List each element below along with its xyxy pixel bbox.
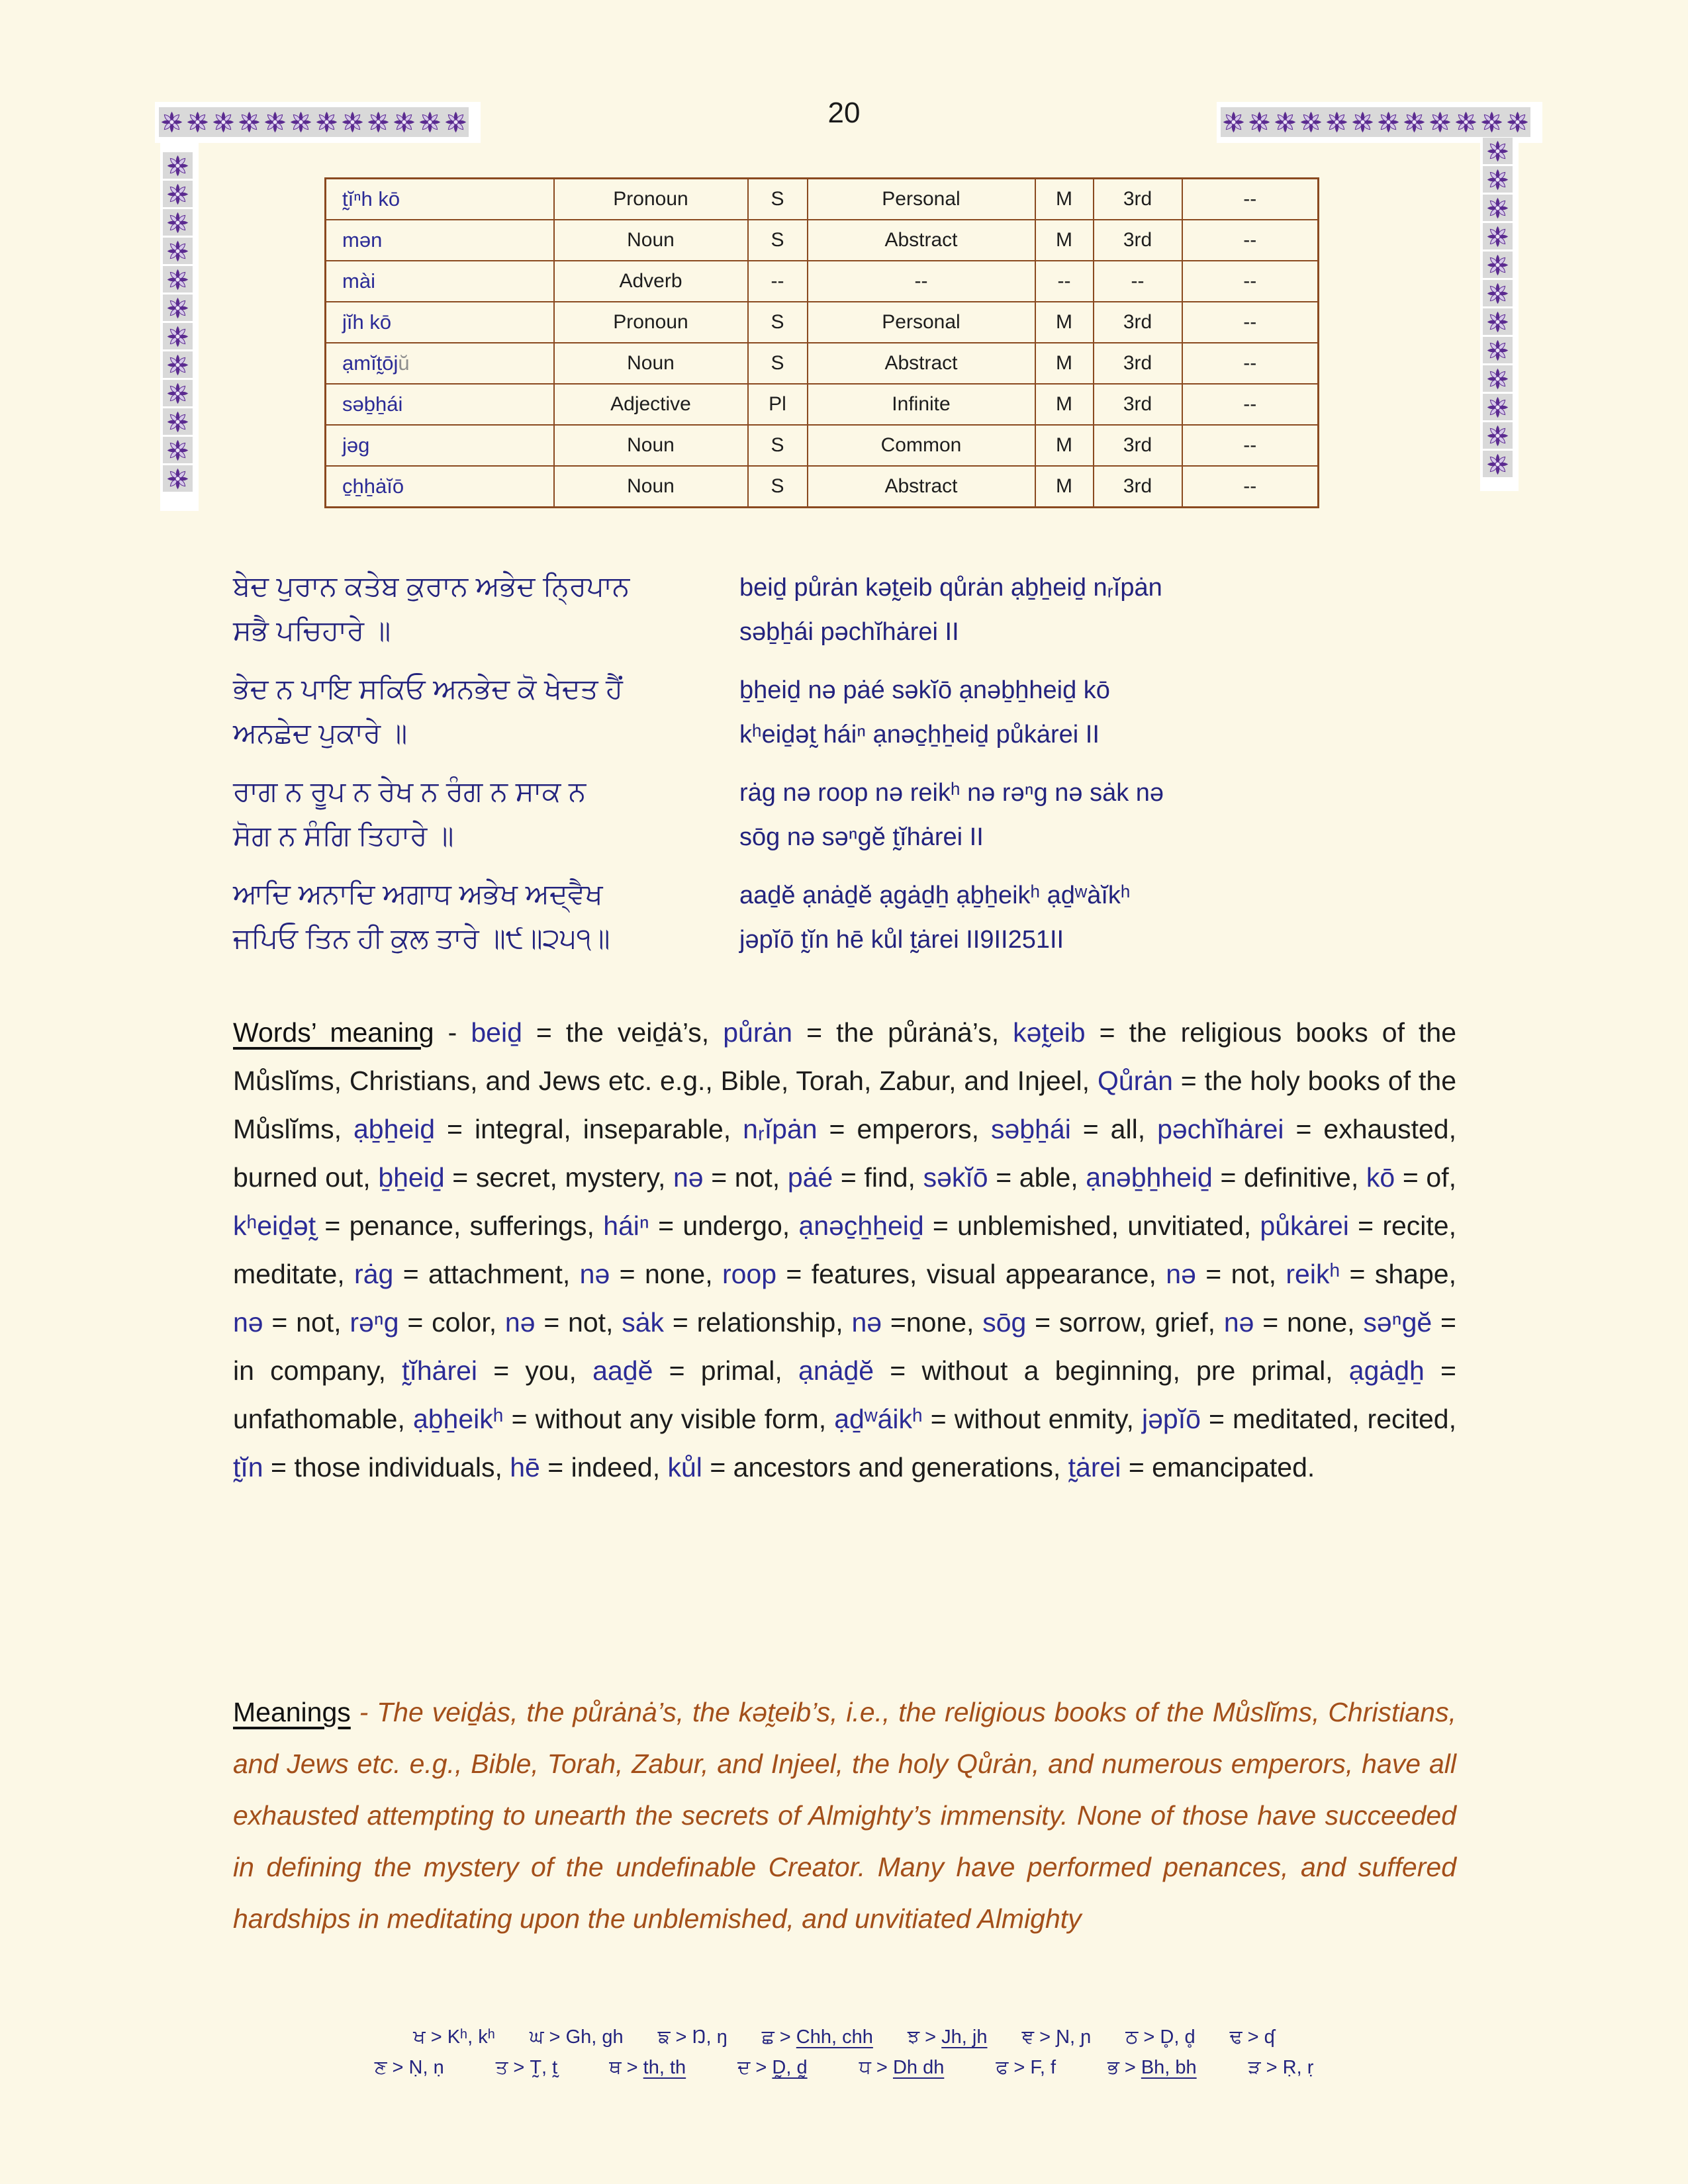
flower-icon: [185, 107, 211, 137]
text-segment: ḇẖeiḏ: [378, 1162, 445, 1193]
text-segment: = definitive,: [1212, 1162, 1366, 1193]
roman-equivalent: T̰, t̰: [530, 2057, 558, 2078]
translit-line: kʰeiḏət̰ háiⁿ ạnəc̱ẖẖeiḏ půkȧrei II: [739, 721, 1100, 749]
flower-icon: [1221, 107, 1246, 137]
gurmukhi-letter: ਦ >: [737, 2057, 773, 2078]
text-segment: půrȧn: [723, 1017, 793, 1048]
table-cell: Pronoun: [554, 179, 748, 220]
text-segment: t̰ȧrei: [1068, 1452, 1121, 1482]
text-segment: ŭ: [398, 351, 410, 375]
flower-border-right: [1483, 138, 1513, 477]
translit-key-item: [530, 2026, 624, 2048]
table-cell: --: [1182, 261, 1319, 302]
gurmukhi-lines: [233, 872, 739, 962]
text-segment: = the půrȧnȧ’s,: [792, 1017, 1013, 1048]
word-cell: [326, 425, 554, 466]
translit-line: aaḏĕ ạnȧḏĕ ạgȧḏẖ ạḇẖeikʰ ạḏʷàĭkʰ: [739, 882, 1131, 909]
roman-equivalent: Bh, bh: [1141, 2057, 1197, 2078]
table-cell: M: [1035, 425, 1094, 466]
flower-icon: [163, 266, 193, 293]
roman-equivalent: Ṇ, ṇ: [408, 2057, 444, 2078]
roman-equivalent: Ṛ, ṛ: [1282, 2057, 1314, 2078]
text-segment: ạḇẖeikʰ: [412, 1404, 504, 1434]
text-segment: səḇẖái: [342, 392, 403, 416]
gurmukhi-letter: ਠ >: [1125, 2026, 1160, 2048]
flower-icon: [163, 295, 193, 321]
flower-icon: [1483, 223, 1513, 250]
flower-icon: [443, 107, 469, 137]
text-segment: rəⁿg: [350, 1307, 399, 1338]
text-segment: = recite, meditate,: [233, 1210, 1457, 1289]
table-cell: S: [748, 220, 808, 261]
text-segment: = unblemished, unvitiated,: [923, 1210, 1260, 1241]
flower-icon: [1483, 365, 1513, 392]
translit-line: sōg nə səⁿgĕ t̰ĭhȧrei II: [739, 823, 984, 851]
flower-icon: [365, 107, 391, 137]
flower-icon: [163, 209, 193, 236]
gurmukhi-line: ਸਭੈ ਪਚਿਹਾਰੇ ॥: [233, 615, 391, 646]
text-segment: = you,: [477, 1355, 593, 1386]
flower-icon: [1479, 107, 1505, 137]
table-cell: --: [1035, 261, 1094, 302]
text-segment: = relationship,: [664, 1307, 852, 1338]
text-segment: = none,: [610, 1259, 722, 1289]
gurmukhi-lines: [233, 564, 739, 655]
text-segment: = find,: [833, 1162, 923, 1193]
meanings-section: [233, 1686, 1456, 1944]
table-cell: --: [808, 261, 1035, 302]
gurmukhi-letter: ਢ >: [1229, 2026, 1264, 2048]
table-cell: Abstract: [808, 466, 1035, 508]
text-segment: = attachment,: [393, 1259, 580, 1289]
text-segment: = features, visual appearance,: [776, 1259, 1166, 1289]
translit-key-item: [859, 2057, 945, 2079]
text-segment: hē: [510, 1452, 540, 1482]
table-cell: --: [1182, 384, 1319, 425]
flower-icon: [1376, 107, 1401, 137]
translit-key-item: [609, 2057, 686, 2079]
table-cell: Abstract: [808, 343, 1035, 384]
table-cell: M: [1035, 343, 1094, 384]
flower-border-top-right: [1221, 107, 1530, 137]
text-segment: kůl: [667, 1452, 702, 1482]
text-segment: pəchĭhȧrei: [1157, 1114, 1284, 1144]
text-segment: rȧg: [354, 1259, 394, 1289]
roman-equivalent: Jh, jh: [941, 2026, 988, 2048]
flower-icon: [163, 465, 193, 492]
gurmukhi-line: ਅਨਛੇਦ ਪੁਕਾਰੇ ॥: [233, 717, 408, 749]
roman-equivalent: Dh dh: [892, 2057, 945, 2078]
table-row: [326, 302, 1319, 343]
gurmukhi-lines: [233, 666, 739, 757]
text-segment: = of,: [1395, 1162, 1456, 1193]
translit-lines: [739, 564, 1444, 655]
translit-key-item: [996, 2057, 1056, 2079]
meanings-separator: -: [350, 1697, 377, 1727]
roman-equivalent: F, f: [1030, 2057, 1056, 2078]
translit-key-item: [737, 2057, 807, 2079]
text-segment: = meditated, recited,: [1200, 1404, 1456, 1434]
table-cell: 3rd: [1094, 425, 1182, 466]
text-segment: ạnȧḏĕ: [798, 1355, 874, 1386]
table-cell: --: [1094, 261, 1182, 302]
text-segment: t̰ĭn: [233, 1452, 263, 1482]
gurmukhi-line: ਆਦਿ ਅਨਾਦਿ ਅਗਾਧ ਅਭੇਖ ਅਦ੍ਵੈਖ: [233, 878, 603, 909]
meanings-text: The veiḏȧs, the půrȧnȧ’s, the kət̰eib’s, i.e., the religious books of the Můslĭms, Christians, and Jews etc. e.g., Bible, Torah, Zabur, and Injeel, the holy Qůrȧn, and numerous emperors, have all exhausted attempting to unearth the secrets of Almighty’s immensity. None of those have succeeded in defining the mystery of the undefinable Creator. Many have performed penances, and suffered hardships in meditating upon the unblemished, and unvitiated Almighty: [233, 1697, 1456, 1934]
translit-key-item: [1248, 2057, 1314, 2079]
words-meaning-section: [233, 1009, 1456, 1492]
flower-icon: [1483, 337, 1513, 363]
flower-icon: [1483, 251, 1513, 278]
text-segment: = primal,: [653, 1355, 799, 1386]
flower-icon: [163, 323, 193, 349]
text-segment: nə: [1223, 1307, 1254, 1338]
word-cell: [326, 220, 554, 261]
table-cell: S: [748, 343, 808, 384]
text-segment: = ancestors and generations,: [702, 1452, 1068, 1482]
grammar-table: [324, 177, 1319, 508]
translit-key-row-2: [0, 2057, 1688, 2079]
text-segment: səkĭō: [923, 1162, 988, 1193]
text-segment: səḇẖái: [990, 1114, 1071, 1144]
gurmukhi-letter: ਖ >: [413, 2026, 447, 2048]
flower-icon: [1350, 107, 1376, 137]
text-segment: ạnəc̱ẖẖeiḏ: [798, 1210, 924, 1241]
page-number: 20: [827, 97, 861, 129]
text-segment: kət̰eib: [1013, 1017, 1086, 1048]
flower-icon: [163, 437, 193, 463]
couplet: [233, 872, 1444, 962]
gurmukhi-letter: ਤ >: [495, 2057, 530, 2078]
flower-icon: [1246, 107, 1272, 137]
gurmukhi-letter: ਣ >: [374, 2057, 409, 2078]
flower-icon: [1427, 107, 1453, 137]
table-cell: S: [748, 179, 808, 220]
translit-key-item: [762, 2026, 873, 2048]
table-cell: M: [1035, 179, 1094, 220]
translit-key-item: [1107, 2057, 1197, 2079]
text-segment: nə: [673, 1162, 704, 1193]
table-row: [326, 343, 1319, 384]
text-segment: nə: [1166, 1259, 1196, 1289]
table-cell: --: [1182, 343, 1319, 384]
table-cell: M: [1035, 466, 1094, 508]
flower-icon: [1483, 422, 1513, 449]
text-segment: ạgȧḏẖ: [1348, 1355, 1425, 1386]
text-segment: jəpĭō: [1141, 1404, 1201, 1434]
text-segment: sȧk: [622, 1307, 665, 1338]
flower-icon: [1272, 107, 1298, 137]
text-segment: = those individuals,: [263, 1452, 510, 1482]
text-segment: beiḏ: [471, 1017, 522, 1048]
text-segment: = not,: [263, 1307, 350, 1338]
roman-equivalent: Chh, chh: [796, 2026, 873, 2048]
translit-lines: [739, 769, 1444, 860]
words-meaning-heading: Words’ meaning: [233, 1017, 434, 1048]
flower-icon: [1483, 394, 1513, 420]
flower-icon: [1505, 107, 1530, 137]
table-cell: 3rd: [1094, 466, 1182, 508]
gurmukhi-line: ਜਪਿਓ ਤਿਨ ਹੀ ਕੁਲ ਤਾਰੇ ॥੯॥੨੫੧॥: [233, 923, 610, 954]
flower-icon: [236, 107, 262, 137]
table-row: [326, 425, 1319, 466]
gurmukhi-letter: ਙ >: [657, 2026, 692, 2048]
flower-icon: [1298, 107, 1324, 137]
flower-icon: [163, 351, 193, 378]
table-cell: 3rd: [1094, 179, 1182, 220]
table-cell: Abstract: [808, 220, 1035, 261]
table-cell: 3rd: [1094, 220, 1182, 261]
text-segment: půkȧrei: [1260, 1210, 1349, 1241]
text-segment: = without a beginning, pre primal,: [874, 1355, 1349, 1386]
flower-icon: [1453, 107, 1479, 137]
gurmukhi-line: ਰਾਗ ਨ ਰੂਪ ਨ ਰੇਖ ਨ ਰੰਗ ਨ ਸਾਕ ਨ: [233, 776, 586, 807]
flower-icon: [211, 107, 236, 137]
gurmukhi-letter: ਥ >: [609, 2057, 643, 2078]
translit-key-item: [1125, 2026, 1195, 2048]
gurmukhi-letter: ਭ >: [1107, 2057, 1141, 2078]
flower-icon: [1324, 107, 1350, 137]
table-cell: Pronoun: [554, 302, 748, 343]
roman-equivalent: Ɲ, ɲ: [1056, 2026, 1092, 2048]
words-meaning-separator: -: [434, 1017, 471, 1048]
text-segment: = the holy books of the Můslĭms,: [233, 1066, 1456, 1144]
text-segment: = the veiḏȧ’s,: [522, 1017, 724, 1048]
text-segment: ạḇẖeiḏ: [353, 1114, 436, 1144]
text-segment: = undergo,: [649, 1210, 799, 1241]
text-segment: = without any visible form,: [503, 1404, 835, 1434]
flower-icon: [1483, 451, 1513, 477]
flower-icon: [1483, 166, 1513, 193]
table-cell: Personal: [808, 302, 1035, 343]
table-cell: S: [748, 425, 808, 466]
gurmukhi-lines: [233, 769, 739, 860]
text-segment: ạmĭt̰ōj: [342, 351, 399, 375]
flower-icon: [1483, 138, 1513, 164]
translit-key-item: [496, 2057, 558, 2079]
word-cell: [326, 261, 554, 302]
text-segment: = none,: [1254, 1307, 1364, 1338]
roman-equivalent: D̰, d̰: [772, 2057, 808, 2078]
translit-line: jəpĭō t̰ĭn hē kůl t̰ȧrei II9II251II: [739, 926, 1064, 954]
table-cell: M: [1035, 302, 1094, 343]
table-cell: 3rd: [1094, 302, 1182, 343]
table-cell: 3rd: [1094, 343, 1182, 384]
word-cell: [326, 384, 554, 425]
table-cell: Noun: [554, 343, 748, 384]
text-segment: = the religious books of the Můslĭms, Christians, and Jews etc. e.g., Bible, Torah, Zabur, and Injeel,: [233, 1017, 1457, 1096]
text-segment: roop: [722, 1259, 777, 1289]
text-segment: ạḏʷáikʰ: [834, 1404, 923, 1434]
translit-key-item: [658, 2026, 727, 2048]
table-cell: --: [1182, 220, 1319, 261]
gurmukhi-letter: ਘ >: [529, 2026, 566, 2048]
flower-icon: [163, 380, 193, 406]
table-cell: Adverb: [554, 261, 748, 302]
text-segment: Qůrȧn: [1097, 1066, 1173, 1096]
meanings-heading: Meanings: [233, 1697, 351, 1727]
translit-key-item: [375, 2057, 444, 2079]
table-row: [326, 466, 1319, 508]
flower-icon: [1483, 195, 1513, 221]
translit-key-item: [1022, 2026, 1092, 2048]
text-segment: sōg: [982, 1307, 1027, 1338]
text-segment: kʰeiḏət̰: [233, 1210, 316, 1241]
text-segment: = in company,: [233, 1307, 1456, 1386]
roman-equivalent: ʠ: [1264, 2026, 1275, 2048]
text-segment: = not,: [535, 1307, 622, 1338]
flower-icon: [159, 107, 185, 137]
table-cell: --: [1182, 179, 1319, 220]
text-segment: t̰ĭhȧrei: [402, 1355, 478, 1386]
flower-icon: [163, 408, 193, 435]
flower-border-top-left: [159, 107, 469, 137]
text-segment: = sorrow, grief,: [1026, 1307, 1224, 1338]
gurmukhi-letter: ਛ >: [761, 2026, 796, 2048]
table-cell: --: [1182, 425, 1319, 466]
text-segment: = secret, mystery,: [444, 1162, 673, 1193]
translit-line: ḇẖeiḏ nə pȧé səkĭō ạnəḇẖheiḏ kō: [739, 676, 1110, 704]
text-segment: nə: [579, 1259, 610, 1289]
table-cell: S: [748, 466, 808, 508]
text-segment: nə: [504, 1307, 536, 1338]
table-cell: Infinite: [808, 384, 1035, 425]
table-cell: M: [1035, 220, 1094, 261]
flower-icon: [314, 107, 340, 137]
translit-lines: [739, 666, 1444, 757]
text-segment: c̱ẖẖȧĭō: [342, 475, 404, 498]
table-cell: --: [1182, 466, 1319, 508]
text-segment: = not,: [703, 1162, 788, 1193]
text-segment: = all,: [1070, 1114, 1158, 1144]
translit-key-row-1: [0, 2026, 1688, 2048]
table-row: [326, 261, 1319, 302]
table-cell: Pl: [748, 384, 808, 425]
flower-icon: [288, 107, 314, 137]
translit-key-item: [908, 2026, 988, 2048]
text-segment: reikʰ: [1286, 1259, 1340, 1289]
couplet: [233, 564, 1444, 655]
flower-icon: [1401, 107, 1427, 137]
table-cell: Adjective: [554, 384, 748, 425]
word-cell: [326, 179, 554, 220]
table-cell: M: [1035, 384, 1094, 425]
text-segment: = shape,: [1340, 1259, 1456, 1289]
roman-equivalent: D̥, d̥: [1160, 2026, 1196, 2048]
translit-line: səḇẖái pəchĭhȧrei II: [739, 618, 959, 646]
table-cell: Personal: [808, 179, 1035, 220]
translit-key-item: [1230, 2026, 1275, 2048]
text-segment: səⁿgĕ: [1363, 1307, 1432, 1338]
text-segment: = emancipated.: [1121, 1452, 1315, 1482]
table-cell: Noun: [554, 466, 748, 508]
text-segment: kō: [1366, 1162, 1395, 1193]
table-row: [326, 384, 1319, 425]
table-cell: 3rd: [1094, 384, 1182, 425]
flower-icon: [417, 107, 443, 137]
flower-icon: [340, 107, 365, 137]
text-segment: = able,: [988, 1162, 1086, 1193]
gurmukhi-line: ਭੇਦ ਨ ਪਾਇ ਸਕਿਓ ਅਨਭੇਦ ਕੋ ਖੇਦਤ ਹੈਂ: [233, 673, 623, 704]
flower-icon: [1483, 280, 1513, 306]
flower-icon: [163, 181, 193, 207]
table-cell: Noun: [554, 425, 748, 466]
text-segment: jəg: [342, 433, 370, 457]
text-segment: aaḏĕ: [592, 1355, 653, 1386]
text-segment: pȧé: [787, 1162, 833, 1193]
flower-icon: [262, 107, 288, 137]
text-segment: mən: [342, 228, 383, 251]
gurmukhi-line: ਸੋਗ ਨ ਸੰਗਿ ਤਿਹਾਰੇ ॥: [233, 820, 454, 851]
text-segment: = indeed,: [539, 1452, 668, 1482]
table-cell: Noun: [554, 220, 748, 261]
text-segment: = not,: [1196, 1259, 1286, 1289]
gurmukhi-letter: ਫ >: [996, 2057, 1031, 2078]
text-segment: háiⁿ: [603, 1210, 649, 1241]
flower-icon: [391, 107, 417, 137]
table-row: [326, 179, 1319, 220]
table-cell: --: [1182, 302, 1319, 343]
text-segment: = penance, sufferings,: [316, 1210, 604, 1241]
text-segment: = unfathomable,: [233, 1355, 1456, 1434]
text-segment: = exhausted, burned out,: [233, 1114, 1456, 1193]
translit-lines: [739, 872, 1444, 962]
flower-icon: [163, 238, 193, 264]
table-cell: --: [748, 261, 808, 302]
gurmukhi-line: ਬੇਦ ਪੁਰਾਨ ਕਤੇਬ ਕੁਰਾਨ ਅਭੇਦ ਨ੍ਰਿਪਾਨ: [233, 570, 630, 602]
couplet: [233, 769, 1444, 860]
translit-line: beiḏ půrȧn kət̰eib qůrȧn ạḇẖeiḏ nᵣĭpȧn: [739, 574, 1162, 602]
table-row: [326, 220, 1319, 261]
word-cell: [326, 302, 554, 343]
text-segment: ạnəḇẖheiḏ: [1086, 1162, 1213, 1193]
couplet: [233, 666, 1444, 757]
gurmukhi-letter: ੜ >: [1248, 2057, 1283, 2078]
text-segment: nə: [233, 1307, 263, 1338]
text-segment: t̰ĭⁿh kō: [342, 187, 400, 210]
text-segment: nᵣĭpȧn: [743, 1114, 818, 1144]
translit-line: rȧg nə roop nə reikʰ nə rəⁿg nə sȧk nə: [739, 779, 1164, 807]
roman-equivalent: Ŋ, ŋ: [692, 2026, 727, 2048]
gurmukhi-letter: ਝ >: [907, 2026, 942, 2048]
text-segment: nə: [851, 1307, 882, 1338]
translit-key-item: [413, 2026, 495, 2048]
text-segment: =none,: [882, 1307, 983, 1338]
text-segment: mài: [342, 269, 375, 293]
gurmukhi-letter: ਞ >: [1021, 2026, 1056, 2048]
text-segment: = color,: [399, 1307, 505, 1338]
roman-equivalent: Gh, gh: [565, 2026, 624, 2048]
text-segment: = emperors,: [817, 1114, 991, 1144]
text-segment: = integral, inseparable,: [435, 1114, 743, 1144]
text-segment: = without enmity,: [922, 1404, 1142, 1434]
roman-equivalent: th, th: [643, 2057, 686, 2078]
flower-icon: [163, 152, 193, 179]
word-cell: [326, 466, 554, 508]
gurmukhi-letter: ਧ >: [859, 2057, 893, 2078]
table-cell: Common: [808, 425, 1035, 466]
text-segment: jĭh kō: [342, 310, 392, 334]
verse-section: [233, 564, 1444, 974]
flower-border-left: [163, 152, 193, 492]
flower-icon: [1483, 308, 1513, 335]
roman-equivalent: Kʰ, kʰ: [447, 2026, 495, 2048]
word-cell: [326, 343, 554, 384]
table-cell: S: [748, 302, 808, 343]
